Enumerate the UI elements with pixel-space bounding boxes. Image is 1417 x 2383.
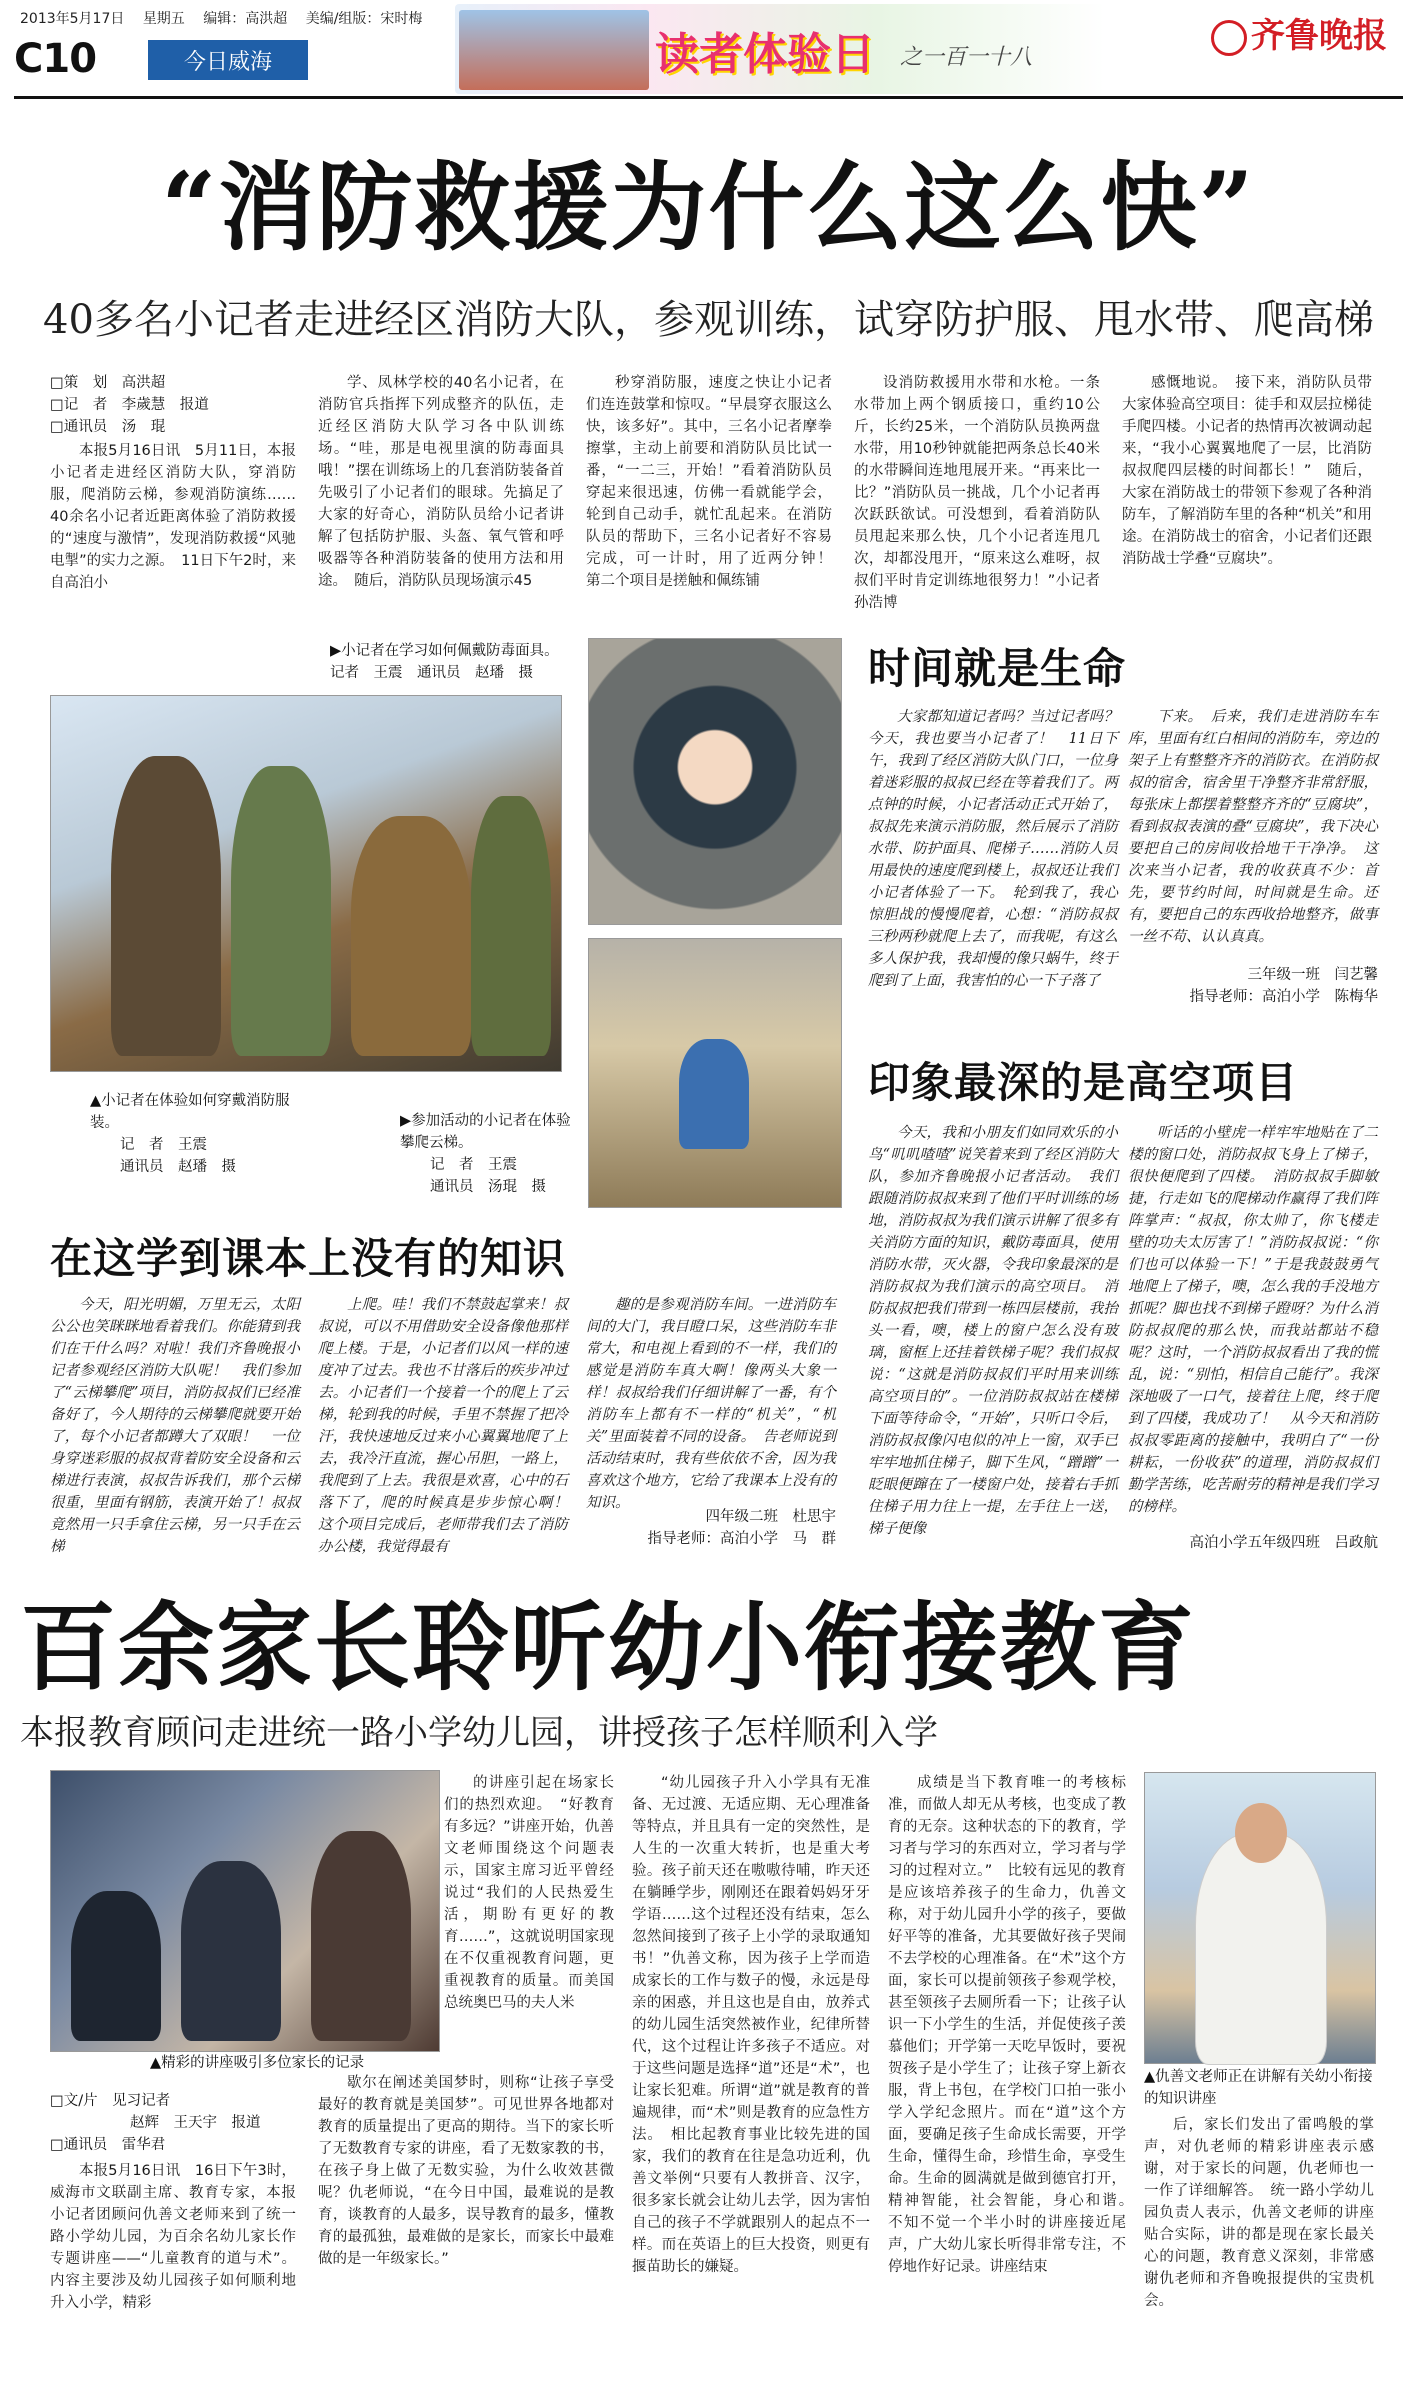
photo-gas-mask bbox=[588, 638, 842, 925]
article1-col5: 感慨地说。 接下来，消防队员带大家体验高空项目：徒手和双层拉梯徒手爬四楼。小记者的热情再次被调动起来，“我小心翼翼地爬了一层，比消防叔叔爬四层楼的时间都长！” 随后，大家在消防战士的带领下参观了各种消防车，了解消防车里的各种“机关”和用途。在消防战士的宿舍，小记者们还跟消防战士学叠“豆腐块”。 bbox=[1122, 375, 1372, 567]
figure-shape bbox=[471, 796, 551, 1056]
article1-subhead: 40多名小记者走进经区消防大队，参观训练，试穿防护服、甩水带、爬高梯 bbox=[43, 297, 1374, 343]
article1-headline: “消防救援为什么这么快” bbox=[161, 151, 1256, 264]
banner-photo bbox=[459, 10, 649, 90]
figure-shape bbox=[1195, 1833, 1327, 2065]
figure-shape bbox=[231, 766, 331, 1056]
byline-line: □策 划 高洪超 bbox=[50, 375, 166, 391]
photo-caption-teacher: ▲仇善文老师正在讲解有关幼小衔接的知识讲座 bbox=[1144, 2069, 1373, 2107]
essay3-title: 在这学到课本上没有的知识 bbox=[50, 1234, 567, 1283]
photo-firefighter-suit bbox=[50, 695, 562, 1072]
figure-shape bbox=[71, 1891, 161, 2041]
article2-col3: “幼儿园孩子升入小学具有无准备、无过渡、无适应期、无心理准备等特点，并且具有一定的突然性，是人生的一次重大转折，也是重大考验。孩子前天还在嗷嗷待哺，昨天还在躺睡学步，刚刚还在跟着妈妈牙牙学语……这个过程还没有结束，怎么忽然间接到了孩子上小学的录取通知书！”仇善文称，因为孩子上学而造成家长的工作与数子的慢，永远是母亲的困惑，并且这也是自由，放养式的幼儿园生活突然被作业，纪律所替代，这个过程让许多孩子不适应。对于这些问题是选择“道”还是“术”，也让家长犯难。所谓“道”就是教育的普遍规律，而“术”则是教育的应急性方法。 相比起教育事业比较先进的国家，我们的教育在往是急功近利，仇善文举例“只要有人教拼音、汉字，很多家长就会让幼儿去学，因为害怕自己的孩子不学就跟别人的起点不一样。而在英语上的巨大投资，则更有揠苗助长的嫌疑。 bbox=[632, 1775, 870, 2275]
caption-credit: 通讯员 赵璠 摄 bbox=[120, 1159, 236, 1175]
essay1-signature bbox=[1128, 964, 1378, 1008]
header-meta bbox=[20, 8, 436, 28]
essay3-col1: 今天，阳光明媚，万里无云，太阳公公也笑眯眯地看着我们。你能猜到我们在干什么吗？对啦！我们齐鲁晚报小记者参观经区消防大队呢！ 我们参加了“云梯攀爬”项目，消防叔叔们已经准备好了，今人期待的云梯攀爬就要开始了，每个小记者都蹲大了双眼！ 一位身穿迷彩服的叔叔背着防安全设备和云梯进行表演，叔叔告诉我们，那个云梯很重，里面有钢筋，表演开始了！叔叔竟然用一只手拿住云梯，另一只手在云梯 bbox=[50, 1297, 300, 1555]
photo-ladder-climb bbox=[588, 938, 842, 1208]
essay3-col3: 趣的是参观消防车间。一进消防车间的大门，我目瞪口呆，这些消防车非常大，和电视上看到的不一样，我们的感觉是消防车真大啊！像两头大象一样！叔叔给我们仔细讲解了一番，有个消防车上都有不一样的“机关”，“机关”里面装着不同的设备。 告老师说到活动结束时，我有些依依不舍，因为我喜欢这个地方，它给了我课本上没有的知识。 bbox=[586, 1297, 836, 1511]
figure-shape bbox=[111, 756, 221, 1056]
article1-col2: 学、凤林学校的40名小记者，在消防官兵指挥下列成整齐的队伍，走近经区消防大队学习各中队训练场。“哇，那是电视里演的防毒面具哦！”摆在训练场上的几套消防装备首先吸引了小记者们的眼球。先搞足了大家的好奇心，消防队员给小记者讲解了包括防护服、头盔、氧气管和呼吸器等各种消防装备的使用方法和用途。 随后，消防队员现场演示45 bbox=[318, 375, 564, 589]
photo-caption-ladder bbox=[400, 1110, 580, 1198]
banner-title: 读者体验日 bbox=[655, 29, 875, 80]
figure-shape bbox=[1235, 1803, 1287, 1863]
article2-col5: 后，家长们发出了雷鸣般的掌声，对仇老师的精彩讲座表示感谢，对于家长的问题，仇老师也一一作了详细解答。 统一路小学幼儿园负责人表示，仇善文老师的讲座贴合实际，讲的都是现在家长最关心的问题，教育意义深刻，非常感谢仇老师和齐鲁晚报提供的宝贵机会。 bbox=[1144, 2117, 1374, 2309]
caption-credit: 通讯员 汤琨 摄 bbox=[430, 1179, 546, 1195]
article1-byline bbox=[50, 372, 300, 438]
figure-shape bbox=[679, 1039, 749, 1149]
photo-caption-parents: ▲精彩的讲座吸引多位家长的记录 bbox=[150, 2055, 365, 2071]
article2-subhead: 本报教育顾问走进统一路小学幼儿园，讲授孩子怎样顺利入学 bbox=[20, 1713, 938, 1753]
newspaper-logo bbox=[1211, 8, 1387, 57]
article2-headline: 百余家长聆听幼小衔接教育 bbox=[20, 1591, 1196, 1704]
article1-col4: 设消防救援用水带和水枪。一条水带加上两个钢质接口，重约10公斤，长约25米，一个消防队员换两盘水带，用10秒钟就能把两条总长40米的水带瞬间连地甩展开来。“再来比一比？”消防队员一挑战，几个小记者再次跃跃欲试。可没想到，看着消防队员甩起来那么快，几个小记者连甩几次，却都没甩开，“原来这么难呀，叔叔们平时肯定训练地很努力！”小记者孙浩博 bbox=[854, 375, 1100, 611]
caption-text: ▲小记者在体验如何穿戴消防服装。 bbox=[90, 1093, 290, 1131]
byline-line: □记 者 李歲慧 报道 bbox=[50, 397, 209, 413]
article2-col2b: 歇尔在阐述美国梦时，则称“让孩子享受最好的教育就是美国梦”。可见世界各地都对教育的质量提出了更高的期待。当下的家长听了无数教育专家的讲座，看了无数家教的书，在孩子身上做了无数实验，为什么收效甚微呢？仇老师说，“在今日中国，最难说的是教育，谈教育的人最多，误导教育的最多，懂教育的最孤独，最难做的是家长，而家长中最难做的是一年级家长。” bbox=[318, 2075, 614, 2267]
photo-caption-suit bbox=[90, 1090, 290, 1178]
caption-credit: 记 者 王震 bbox=[430, 1157, 517, 1173]
byline-line: □通讯员 雷华君 bbox=[50, 2137, 166, 2153]
figure-shape bbox=[351, 816, 471, 1056]
section-tag: 今日威海 bbox=[148, 40, 308, 80]
signature-line: 四年级二班 杜思宇 bbox=[705, 1509, 836, 1525]
caption-text: ▶参加活动的小记者在体验攀爬云梯。 bbox=[400, 1113, 571, 1151]
essay3-col2: 上爬。哇！我们不禁鼓起掌来！叔叔说，可以不用借助安全设备像他那样爬上楼。于是，小记者们以风一样的速度冲了过去。我也不甘落后的疾步冲过去。小记者们一个接着一个的爬上了云梯，轮到我的时候，手里不禁握了把冷汗，我快速地反过来小心翼翼地爬了上去，我冷汗直流，握心吊胆，一路上，我爬到了上去。我很是欢喜，心中的石落下了，爬的时候真是步步惊心啊！ 这个项目完成后，老师带我们去了消防办公楼，我觉得最有 bbox=[318, 1297, 583, 1555]
byline-line: □通讯员 汤 琨 bbox=[50, 419, 166, 435]
header-rule bbox=[14, 96, 1403, 99]
article1-col1: 本报5月16日讯 5月11日，本报小记者走进经区消防大队，穿消防服，爬消防云梯，参观消防演练……40余名小记者近距离体验了消防救援的“速度与激情”，发现消防救援“风驰电掣”的实力之源。 11日下午2时，来自高泊小 bbox=[50, 443, 296, 591]
essay1-col2: 下来。 后来，我们走进消防车车库，里面有红白相间的消防车，旁边的架子上有整整齐齐的消防衣。在消防叔叔的宿舍，宿舍里干净整齐非常舒服，每张床上都摆着整整齐齐的“豆腐块”，看到叔叔表演的叠“豆腐块”，我下决心要把自己的房间收拾地干干净净。 这次来当小记者，我的收获真不少：首先，要节约时间，时间就是生命。还有，要把自己的东西收拾地整齐，做事一丝不苟、认认真真。 bbox=[1128, 709, 1378, 945]
byline-line: □文/片 见习记者 bbox=[50, 2093, 171, 2109]
photo-parents-lecture bbox=[50, 1770, 440, 2052]
logo-text: 齐鲁晚报 bbox=[1251, 16, 1387, 56]
signature-line: 三年级一班 闫艺馨 bbox=[1247, 967, 1378, 983]
essay1-col1: 大家都知道记者吗？当过记者吗？今天，我也要当小记者了！ 11日下午，我到了经区消防大队门口，一位身着迷彩服的叔叔已经在等着我们了。两点钟的时候，小记者活动正式开始了，叔叔先来演示消防服，然后展示了消防水带、防护面具、爬梯子……消防人员用最快的速度爬到楼上，叔叔还让我们小记者体验了一下。 轮到我了，我心惊胆战的慢慢爬着，心想：“消防叔叔三秒两秒就爬上去了，而我呢，有这么多人保护我，我却慢的像只蜗牛，终于爬到了上面，我害怕的心一下子落了 bbox=[868, 709, 1118, 989]
photo-caption-mask: ▶小记者在学习如何佩戴防毒面具。 记者 王震 通讯员 赵璠 摄 bbox=[330, 643, 566, 681]
header-weekday: 星期五 bbox=[142, 11, 185, 27]
photo-teacher bbox=[1144, 1772, 1376, 2064]
page-number: C10 bbox=[14, 36, 97, 82]
article2-col1: 本报5月16日讯 16日下午3时，威海市文联副主席、教育专家，本报小记者团顾问仇善文老师来到了统一路小学幼儿园，为百余名幼儿家长作专题讲座——“儿童教育的道与术”。内容主要涉及幼儿园孩子如何顺利地升入小学，精彩 bbox=[50, 2163, 296, 2311]
article2-col2a: 的讲座引起在场家长们的热烈欢迎。 “好教育有多远？”讲座开始，仇善文老师围绕这个问题表示，国家主席习近平曾经说过“我们的人民热爱生活，期盼有更好的教育……”，这就说明国家现在不仅重视教育问题，更重视教育的质量。而美国总统奥巴马的夫人米 bbox=[444, 1775, 614, 2011]
header-editor: 编辑：高洪超 bbox=[203, 11, 288, 27]
byline-line: 赵辉 王天宇 报道 bbox=[130, 2115, 261, 2131]
figure-shape bbox=[181, 1861, 281, 2041]
essay2-col2: 听话的小壁虎一样牢牢地贴在了二楼的窗口处，消防叔叔飞身上了梯子，很快便爬到了四楼。 消防叔叔手脚敏捷，行走如飞的爬梯动作赢得了我们阵阵掌声：“叔叔，你太帅了，你飞楼走壁的功夫太厉害了！”消防叔叔说：“你们也可以体验一下！”于是我鼓鼓勇气地爬上了梯子，噢，怎么我的手没地方抓呢？脚也找不到梯子蹬呀？为什么消防叔叔爬的那么快，而我站都站不稳呢？这时，一个消防叔叔看出了我的慌乱，说：“别怕，相信自己能行”。我深深地吸了一口气，接着往上爬，终于爬到了四楼，我成功了！ 从今天和消防叔叔零距离的接触中，我明白了“一份耕耘，一份收获”的道理，消防叔叔们勤学苦练，吃苦耐劳的精神是我们学习的榜样。 bbox=[1128, 1125, 1378, 1515]
banner-subtitle: 之一百一十八 bbox=[900, 45, 1033, 70]
essay3-signature bbox=[586, 1506, 836, 1550]
essay2-signature: 高泊小学五年级四班 吕政航 bbox=[1189, 1535, 1378, 1551]
reader-day-banner bbox=[455, 4, 1105, 94]
signature-line: 指导老师：高泊小学 陈梅华 bbox=[1189, 989, 1378, 1005]
caption-credit: 记 者 王震 bbox=[120, 1137, 207, 1153]
header-date: 2013年5月17日 bbox=[20, 11, 125, 27]
signature-line: 指导老师：高泊小学 马 群 bbox=[647, 1531, 836, 1547]
essay2-col1: 今天，我和小朋友们如同欢乐的小鸟“叽叽喳喳”说笑着来到了经区消防大队，参加齐鲁晚报小记者活动。 我们跟随消防叔叔来到了他们平时训练的场地，消防叔叔为我们演示讲解了很多有关消防方面的知识，戴防毒面具，使用消防水带，灭火器，令我印象最深的是消防叔叔为我们演示的高空项目。 消防叔叔把我们带到一栋四层楼前，我抬头一看，噢，楼上的窗户怎么没有玻璃，窗框上还挂着铁梯子呢？我们叔叔说：“这就是消防叔叔们平时用来训练高空项目的”。一位消防叔叔站在楼梯下面等待命令，“开始”，只听口令后，消防叔叔像闪电似的冲上一窗，双手已牢牢地抓住梯子，脚下生风，“蹭蹭”一眨眼便蹿在了一楼窗户处，接着右手抓住梯子用力往上一提，左手往上一送，梯子便像 bbox=[868, 1125, 1118, 1537]
article2-col4: 成绩是当下教育唯一的考核标准，而做人却无从考核，也变成了教育的无奈。这种状态的下的教育，学习者与学习的东西对立，学习者与学习的过程对立。” 比较有远见的教育是应该培养孩子的生命力，仇善文称，对于幼儿园升小学的孩子，要做好平等的准备，尤其要做好孩子哭闹不去学校的心理准备。在“术”这个方面，家长可以提前领孩子参观学校，甚至领孩子去厕所看一下；让孩子认识一下小学生的生活，并促使孩子羡慕他们；开学第一天吃早饭时，要祝贺孩子是小学生了；让孩子穿上新衣服，背上书包，在学校门口拍一张小学入学纪念照片。而在“道”这个方面，要确足孩子生命成长需要，开学生命，懂得生命，珍惜生命，享受生命。生命的圆满就是做到德官打开，精神智能，社会智能，身心和谐。 不知不觉一个半小时的讲座接近尾声，广大幼儿家长听得非常专注，不停地作好记录。讲座结束 bbox=[888, 1775, 1141, 2275]
header-designer: 美编/组版：宋时梅 bbox=[305, 11, 423, 27]
logo-icon bbox=[1211, 20, 1247, 56]
essay1-title: 时间就是生命 bbox=[868, 644, 1127, 693]
article2-byline bbox=[50, 2090, 310, 2156]
essay2-title: 印象最深的是高空项目 bbox=[868, 1058, 1299, 1107]
article1-col3: 秒穿消防服，速度之快让小记者们连连鼓掌和惊叹。“早晨穿衣服这么快，该多好”。其中，三名小记者摩拳擦掌，主动上前要和消防队员比试一番，“一二三，开始！”看着消防队员穿起来很迅速，仿佛一看就能学会，轮到自己动手，就忙乱起来。在消防队员的帮助下，三名小记者好不容易完成，可一计时，用了近两分钟！ 第二个项目是搓触和佩练铺 bbox=[586, 375, 847, 589]
figure-shape bbox=[311, 1831, 411, 2041]
